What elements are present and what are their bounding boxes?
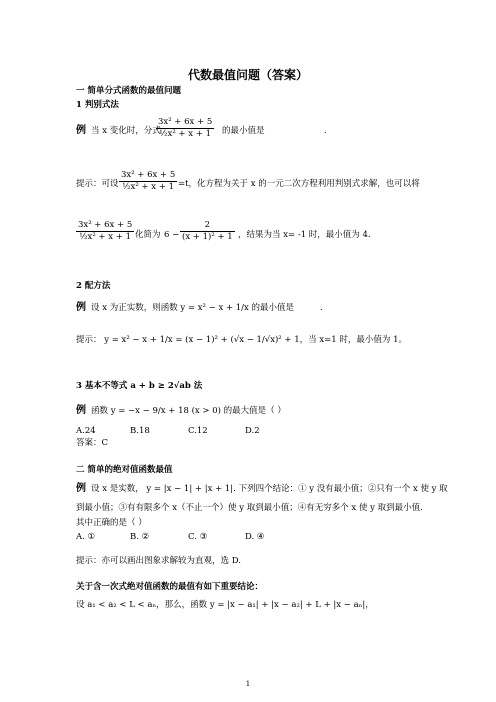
example1-prefix: 当 x 变化时，分式 <box>91 126 161 136</box>
conclusion-heading: 关于含一次式绝对值函数的最值有如下重要结论： <box>76 582 264 592</box>
hint2-six-minus: 6 − <box>164 230 180 240</box>
example1-denominator: ½x² + x + 1 <box>159 129 211 139</box>
section2-heading: 二 简单的绝对值函数最值 <box>76 465 173 475</box>
hint2-numerator-2: 2 <box>204 220 211 230</box>
subsection-completing-square: 2 配方法 <box>76 281 111 291</box>
option2-a: A. ① <box>76 532 96 542</box>
option-d: D.2 <box>245 426 260 436</box>
page-number: 1 <box>245 680 251 688</box>
example4-line3: 其中正确的是（ ） <box>76 518 147 528</box>
example4-hint: 提示：亦可以画出图象求解较为直观，选 D. <box>76 556 241 566</box>
answer-line: 答案：C <box>76 438 109 448</box>
section1-heading: 一 简单分式函数的最值问题 <box>76 86 181 96</box>
option2-d: D. ④ <box>245 532 265 542</box>
example3-label: 例 <box>76 405 86 416</box>
example3-text: 函数 y = −x − 9/x + 18 (x > 0) 的最大值是（ ） <box>91 406 286 416</box>
example4-line1: 设 x 是实数， y = |x − 1| + |x + 1|. 下列四个结论：① y 没有最小值；②只有一个 x 使 y 取 <box>91 484 448 494</box>
page-title: 代数最值问题（答案） <box>187 68 308 82</box>
hint1-numerator: 3x² + 6x + 5 <box>121 170 176 180</box>
hint2-simplify-label: 化简为 <box>135 230 161 240</box>
option-c: C.12 <box>188 426 208 436</box>
hint1-denominator: ½x² + x + 1 <box>122 182 174 192</box>
option-a: A.24 <box>76 426 96 436</box>
hint2-denominator-2: (x + 1)² + 1 <box>182 232 233 242</box>
option-b: B.18 <box>130 426 150 436</box>
example1-period: . <box>324 126 327 136</box>
hint1-suffix: =t，化方程为关于 x 的一元二次方程利用判别式求解，也可以将 <box>178 179 420 189</box>
subsection-discriminant: 1 判别式法 <box>76 100 119 110</box>
hint2-fraction-2 <box>180 220 235 243</box>
example2-period: . <box>320 303 323 313</box>
hint2-result: ，结果为当 x= -1 时，最小值为 4. <box>238 230 371 240</box>
example1-label: 例 <box>76 125 86 136</box>
example2-text: 设 x 为正实数，则函数 y = x² − x + 1/x 的最小值是 <box>91 303 295 313</box>
example4-label: 例 <box>76 483 86 494</box>
conclusion-line: 设 a₁ < a₂ < L < aₙ，那么，函数 y = |x − a₁| + |x − a₂| + L + |x − aₙ|， <box>76 600 374 610</box>
example1-fraction <box>156 117 214 140</box>
example2-label: 例 <box>76 302 86 313</box>
option2-b: B. ② <box>130 532 150 542</box>
example4-line2: 到最小值；③有有限多个 x（不止一个）使 y 取到最小值；④有无穷多个 x 使 y 取到最小值. <box>76 503 423 513</box>
hint1-fraction <box>119 170 177 193</box>
hint1-prefix: 提示：可设 <box>76 179 119 189</box>
hint2-numerator: 3x² + 6x + 5 <box>78 220 133 230</box>
example1-numerator: 3x² + 6x + 5 <box>158 117 213 127</box>
hint2-fraction <box>76 220 134 243</box>
hint3: 提示： y = x² − x + 1/x = (x − 1)² + (√x − 1/√x)² + 1，当 x=1 时，最小值为 1。 <box>76 335 407 345</box>
example1-suffix: 的最小值是 <box>222 126 265 136</box>
option2-c: C. ③ <box>188 532 208 542</box>
subsection-am-gm: 3 基本不等式 a + b ≥ 2√ab 法 <box>76 381 203 391</box>
hint2-denominator: ½x² + x + 1 <box>79 232 131 242</box>
